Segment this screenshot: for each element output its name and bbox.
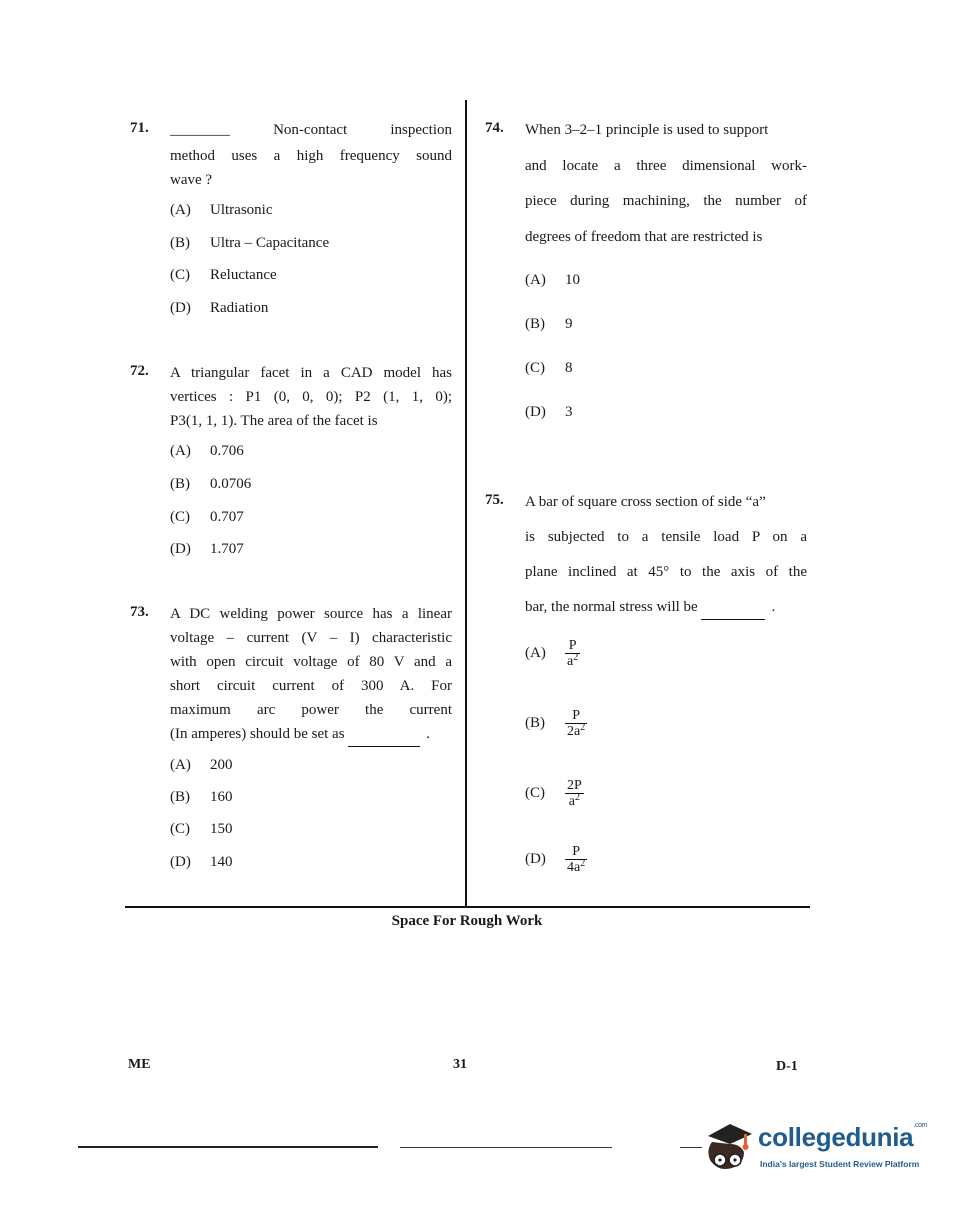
option-b: (B) $\frac{P}{2a^2}$ — [525, 708, 586, 739]
fraction: $\frac{P}{4a^2}$ — [567, 844, 586, 875]
option-c: (C) Reluctance — [170, 267, 277, 283]
page-number: 31 — [453, 1057, 467, 1072]
question-line: and locate a three dimensional work- — [525, 158, 807, 174]
question-line: When 3–2–1 principle is used to support — [525, 122, 769, 138]
question-line: bar, the normal stress will be . — [525, 595, 775, 620]
option-a: (A) 0.706 — [170, 443, 244, 459]
question-line: A DC welding power source has a linear — [170, 606, 452, 622]
bottom-rule-right — [680, 1147, 702, 1148]
option-a: (A) $\frac{P}{a^2}$ — [525, 638, 579, 669]
question-line: voltage – current (V – I) characteristic — [170, 630, 452, 646]
option-d: (D) $\frac{P}{4a^2}$ — [525, 844, 586, 875]
question-line: with open circuit voltage of 80 V and a — [170, 654, 452, 670]
rough-work-label: Space For Rough Work — [391, 913, 543, 929]
answer-blank: ________ — [170, 122, 230, 138]
question-line: method uses a high frequency sound — [170, 148, 452, 164]
question-line: piece during machining, the number of — [525, 193, 807, 209]
option-c: (C) 0.707 — [170, 509, 244, 525]
footer-subject: ME — [128, 1057, 151, 1072]
bottom-rule-center — [400, 1147, 612, 1148]
question-number: 72. — [130, 363, 149, 379]
collegedunia-logo — [700, 1112, 930, 1182]
option-d: (D) 3 — [525, 404, 573, 420]
question-line: vertices : P1 (0, 0, 0); P2 (1, 1, 0); — [170, 389, 452, 405]
option-d: (D) 140 — [170, 854, 233, 870]
option-c: (C) 8 — [525, 360, 573, 376]
option-b: (B) 0.0706 — [170, 476, 252, 492]
option-b: (B) 9 — [525, 316, 573, 332]
question-line: maximum arc power the current — [170, 702, 452, 718]
option-a: (A) 10 — [525, 272, 580, 288]
fraction: $\frac{P}{2a^2}$ — [567, 708, 586, 739]
logo-wordmark: collegedunia$^{.com}$ — [758, 1122, 928, 1152]
bottom-rule-left — [78, 1146, 378, 1148]
option-c: (C) 150 — [170, 821, 233, 837]
option-b: (B) 160 — [170, 789, 233, 805]
option-d: (D) 1.707 — [170, 541, 244, 557]
question-number: 73. — [130, 604, 149, 620]
question-line: plane inclined at 45° to the axis of the — [525, 564, 807, 580]
question-line: A triangular facet in a CAD model has — [170, 365, 452, 381]
mascot-icon — [700, 1114, 760, 1176]
option-a: (A) Ultrasonic — [170, 202, 273, 218]
column-divider — [465, 100, 467, 906]
question-line: P3(1, 1, 1). The area of the facet is — [170, 413, 378, 429]
answer-blank — [701, 595, 765, 620]
question-line: short circuit current of 300 A. For — [170, 678, 452, 694]
question-line: degrees of freedom that are restricted is — [525, 229, 763, 245]
logo-tagline: India's largest Student Review Platform — [760, 1159, 920, 1169]
option-d: (D) Radiation — [170, 300, 269, 316]
option-a: (A) 200 — [170, 757, 233, 773]
footer-code: D-1 — [776, 1059, 798, 1074]
question-line: wave ? — [170, 172, 213, 188]
question-number: 74. — [485, 120, 504, 136]
rough-work-rule — [125, 906, 810, 908]
option-c: (C) $\frac{2P}{a^2}$ — [525, 778, 582, 809]
fraction: $\frac{P}{a^2}$ — [567, 638, 579, 669]
option-b: (B) Ultra – Capacitance — [170, 235, 330, 251]
question-number: 75. — [485, 492, 504, 508]
answer-blank — [348, 722, 420, 747]
question-line: (In amperes) should be set as . — [170, 722, 430, 747]
question-line: A bar of square cross section of side “a” — [525, 494, 766, 510]
question-line: is subjected to a tensile load P on a — [525, 529, 807, 545]
question-line: ________ Non-contact inspection — [170, 118, 452, 142]
question-number: 71. — [130, 120, 149, 136]
fraction: $\frac{2P}{a^2}$ — [567, 778, 582, 809]
